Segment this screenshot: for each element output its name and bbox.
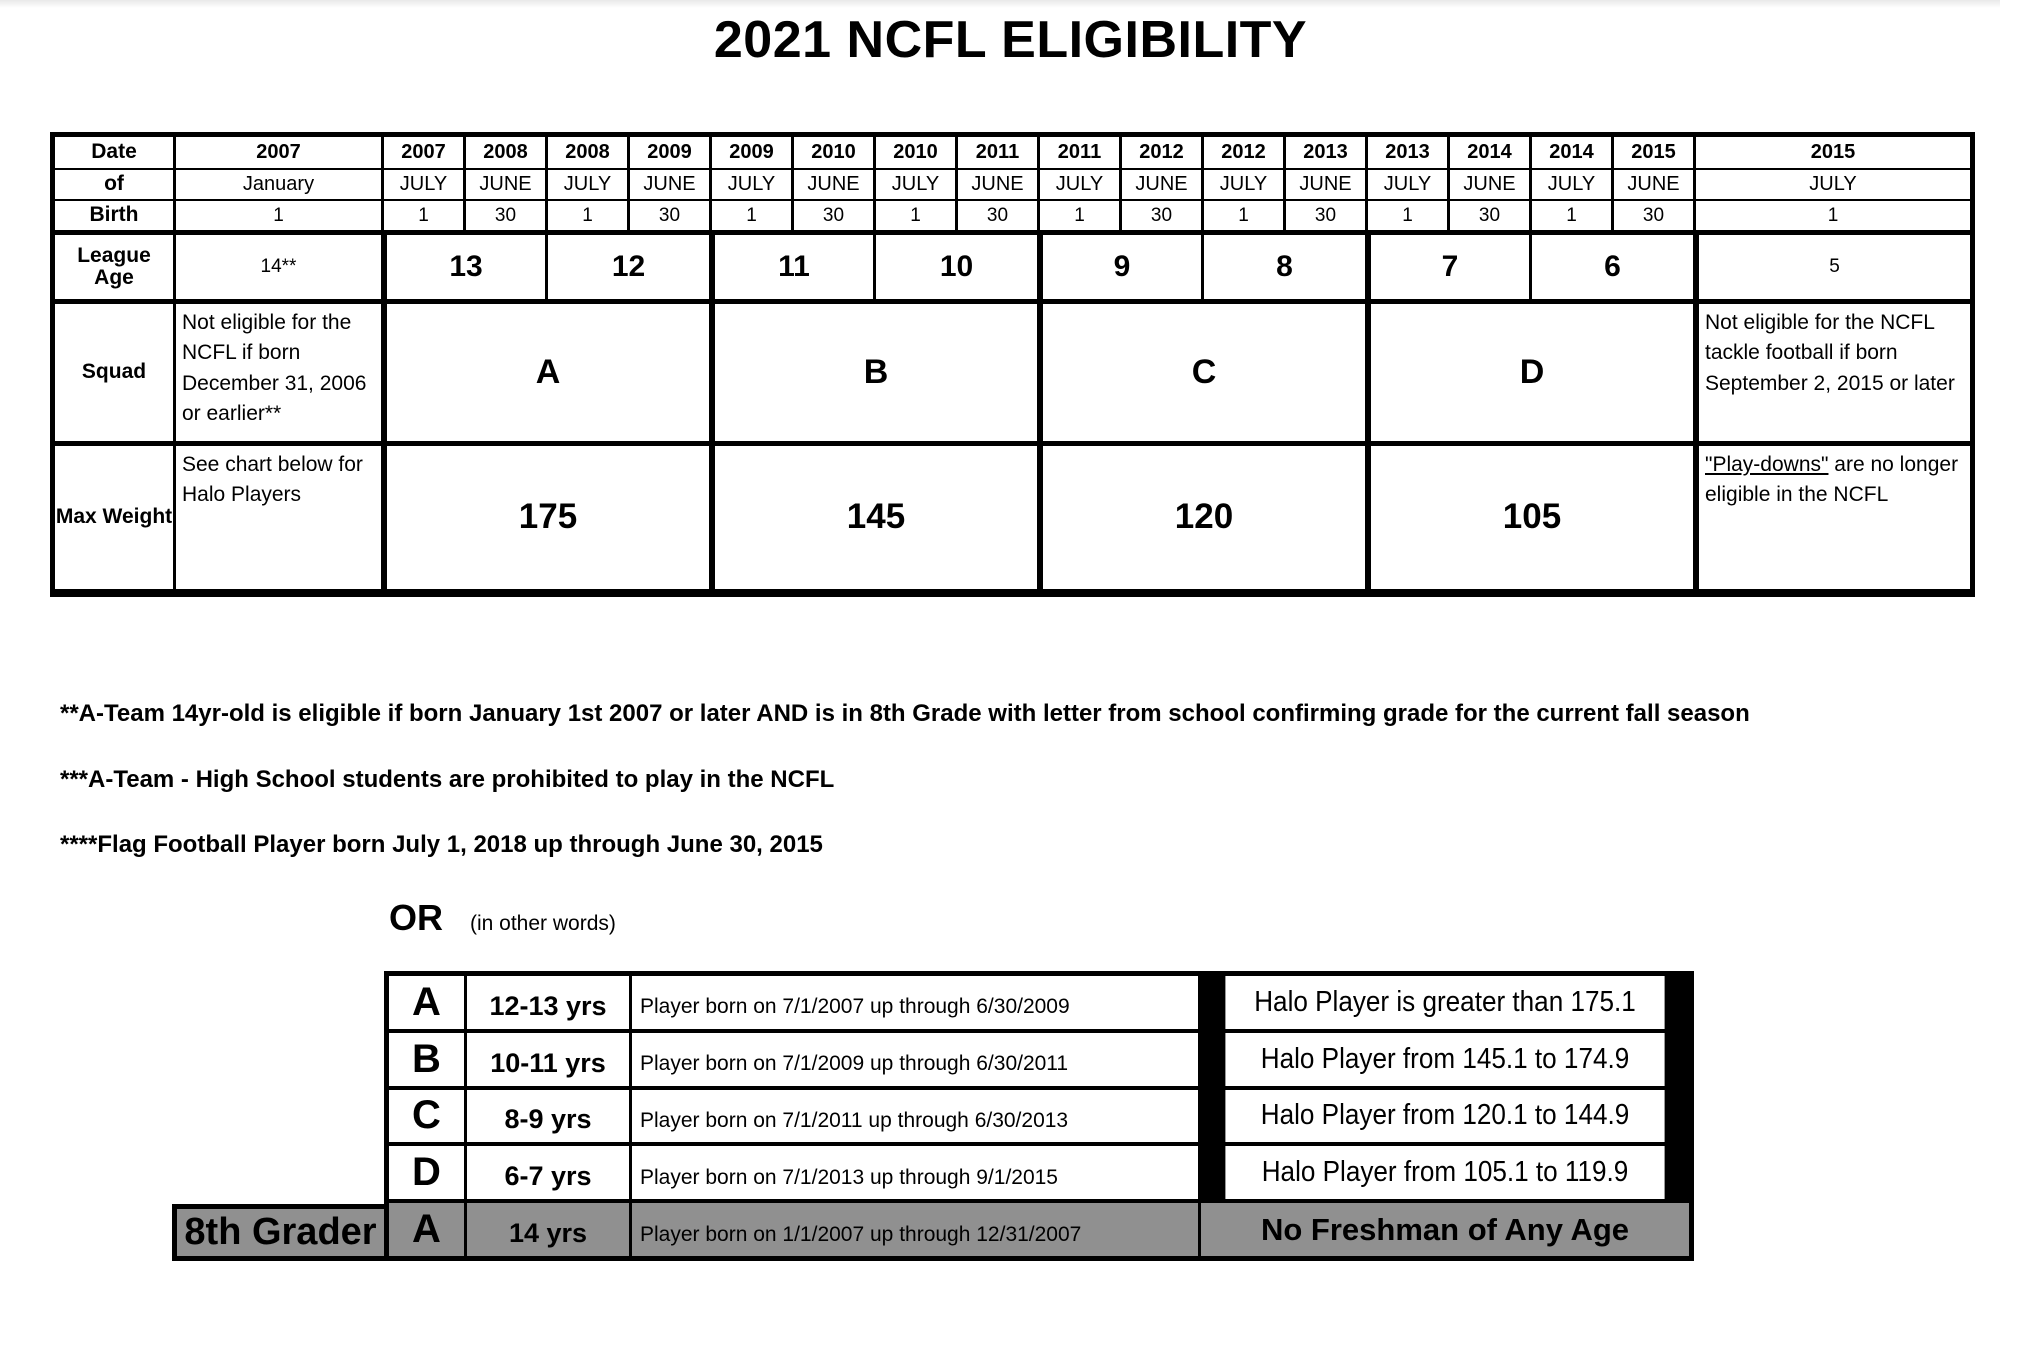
last-col-day: 1 [1696,201,1970,230]
date-year: 2008 [548,137,627,168]
date-year: 2007 [384,137,463,168]
play-downs-link: "Play-downs" [1705,453,1829,476]
date-month: JULY [384,170,463,199]
row-halo-weight: No Freshman of Any Age [1201,1203,1689,1256]
row-born-range: Player born on 7/1/2007 up through 6/30/2009 [632,976,1198,1029]
date-month: JULY [1532,170,1611,199]
date-day: 30 [1122,201,1201,230]
date-month: JULY [1368,170,1447,199]
date-year: 2013 [1286,137,1365,168]
row-halo-weight: Halo Player from 120.1 to 144.9 [1225,1090,1664,1143]
date-day: 1 [1368,201,1447,230]
date-day: 30 [958,201,1037,230]
max-weight-b: 145 [715,446,1037,589]
squad-d: D [1371,304,1693,441]
league-age-6: 6 [1532,235,1693,299]
row-years: 10-11 yrs [467,1033,629,1086]
last-col-year: 2015 [1696,137,1970,168]
label-max-weight: Max Weight [55,446,173,589]
8th-grader-label: 8th Grader [172,1204,384,1261]
row-halo-weight: Halo Player from 145.1 to 174.9 [1225,1033,1664,1086]
date-day: 30 [1614,201,1693,230]
squad-b: B [715,304,1037,441]
date-month: JUNE [1122,170,1201,199]
label-squad: Squad [55,304,173,441]
date-month: JULY [548,170,627,199]
or-label: OR [389,897,443,938]
weight-note-right [1699,446,1970,589]
date-month: JULY [712,170,791,199]
date-month: JUNE [466,170,545,199]
weight-note-right-text: are no longer eligible in the NCFL [1705,453,1959,507]
page-title: 2021 NCFL ELIGIBILITY [713,11,1308,69]
row-squad: C [389,1090,464,1143]
date-day: 30 [466,201,545,230]
date-day: 1 [1040,201,1119,230]
row-born-range: Player born on 7/1/2013 up through 9/1/2015 [632,1146,1198,1199]
squad-note-right: Not eligible for the NCFL tackle football if born September 2, 2015 or later [1699,304,1970,441]
date-year: 2009 [630,137,709,168]
last-col-month: JULY [1696,170,1970,199]
row-halo-weight: Halo Player from 105.1 to 119.9 [1225,1146,1664,1199]
date-day: 1 [1204,201,1283,230]
first-col-month: January [176,170,381,199]
date-month: JUNE [1614,170,1693,199]
max-weight-c: 120 [1043,446,1365,589]
date-month: JUNE [794,170,873,199]
date-year: 2011 [958,137,1037,168]
row-halo-weight: Halo Player is greater than 175.1 [1225,976,1664,1029]
league-age-12: 12 [548,235,709,299]
squad-a: A [387,304,709,441]
row-squad: A [389,976,464,1029]
row-born-range: Player born on 1/1/2007 up through 12/31/2007 [632,1203,1198,1256]
label-date: Date [55,137,173,168]
row-squad: B [389,1033,464,1086]
label-of: of [55,170,173,199]
date-month: JULY [876,170,955,199]
date-day: 30 [1450,201,1529,230]
date-year: 2008 [466,137,545,168]
first-col-year: 2007 [176,137,381,168]
footnote-3: ****Flag Football Player born July 1, 2018 up through June 30, 2015 [60,831,823,858]
league-age-5: 5 [1699,235,1970,299]
date-year: 2011 [1040,137,1119,168]
date-month: JULY [1204,170,1283,199]
eligibility-table [50,132,1975,597]
row-born-range: Player born on 7/1/2009 up through 6/30/2011 [632,1033,1198,1086]
halo-player-table [384,971,1694,1261]
row-squad: A [389,1203,464,1256]
max-weight-d: 105 [1371,446,1693,589]
date-day: 1 [876,201,955,230]
league-age-8: 8 [1204,235,1365,299]
date-month: JUNE [1286,170,1365,199]
date-year: 2012 [1122,137,1201,168]
league-age-10: 10 [876,235,1037,299]
date-day: 1 [548,201,627,230]
top-shade [0,0,2000,8]
footnote-2: ***A-Team - High School students are prohibited to play in the NCFL [60,766,835,793]
date-year: 2014 [1450,137,1529,168]
date-day: 1 [712,201,791,230]
date-year: 2013 [1368,137,1447,168]
row-born-range: Player born on 7/1/2011 up through 6/30/2013 [632,1090,1198,1143]
first-col-day: 1 [176,201,381,230]
date-month: JUNE [1450,170,1529,199]
league-age-11: 11 [715,235,873,299]
row-years: 12-13 yrs [467,976,629,1029]
squad-c: C [1043,304,1365,441]
date-day: 30 [630,201,709,230]
date-day: 1 [1532,201,1611,230]
league-age-7: 7 [1371,235,1529,299]
squad-note-left: Not eligible for the NCFL if born December 31, 2006 or earlier** [176,304,381,441]
or-subtitle: (in other words) [470,912,616,935]
max-weight-a: 175 [387,446,709,589]
date-month: JUNE [958,170,1037,199]
date-day: 1 [384,201,463,230]
label-birth: Birth [55,201,173,230]
date-month: JUNE [630,170,709,199]
date-year: 2010 [794,137,873,168]
date-year: 2015 [1614,137,1693,168]
date-day: 30 [1286,201,1365,230]
label-league-age: League Age [55,235,173,299]
league-age-9: 9 [1043,235,1201,299]
date-month: JULY [1040,170,1119,199]
date-year: 2009 [712,137,791,168]
league-age-14: 14** [176,235,381,299]
row-squad: D [389,1146,464,1199]
footnote-1: **A-Team 14yr-old is eligible if born January 1st 2007 or later AND is in 8th Grade with letter from school confirming grade for the current fall season [60,700,1750,727]
row-years: 6-7 yrs [467,1146,629,1199]
date-year: 2012 [1204,137,1283,168]
date-day: 30 [794,201,873,230]
date-year: 2010 [876,137,955,168]
league-age-13: 13 [387,235,545,299]
row-years: 14 yrs [467,1203,629,1256]
weight-note-left: See chart below for Halo Players [176,446,381,589]
date-year: 2014 [1532,137,1611,168]
row-years: 8-9 yrs [467,1090,629,1143]
